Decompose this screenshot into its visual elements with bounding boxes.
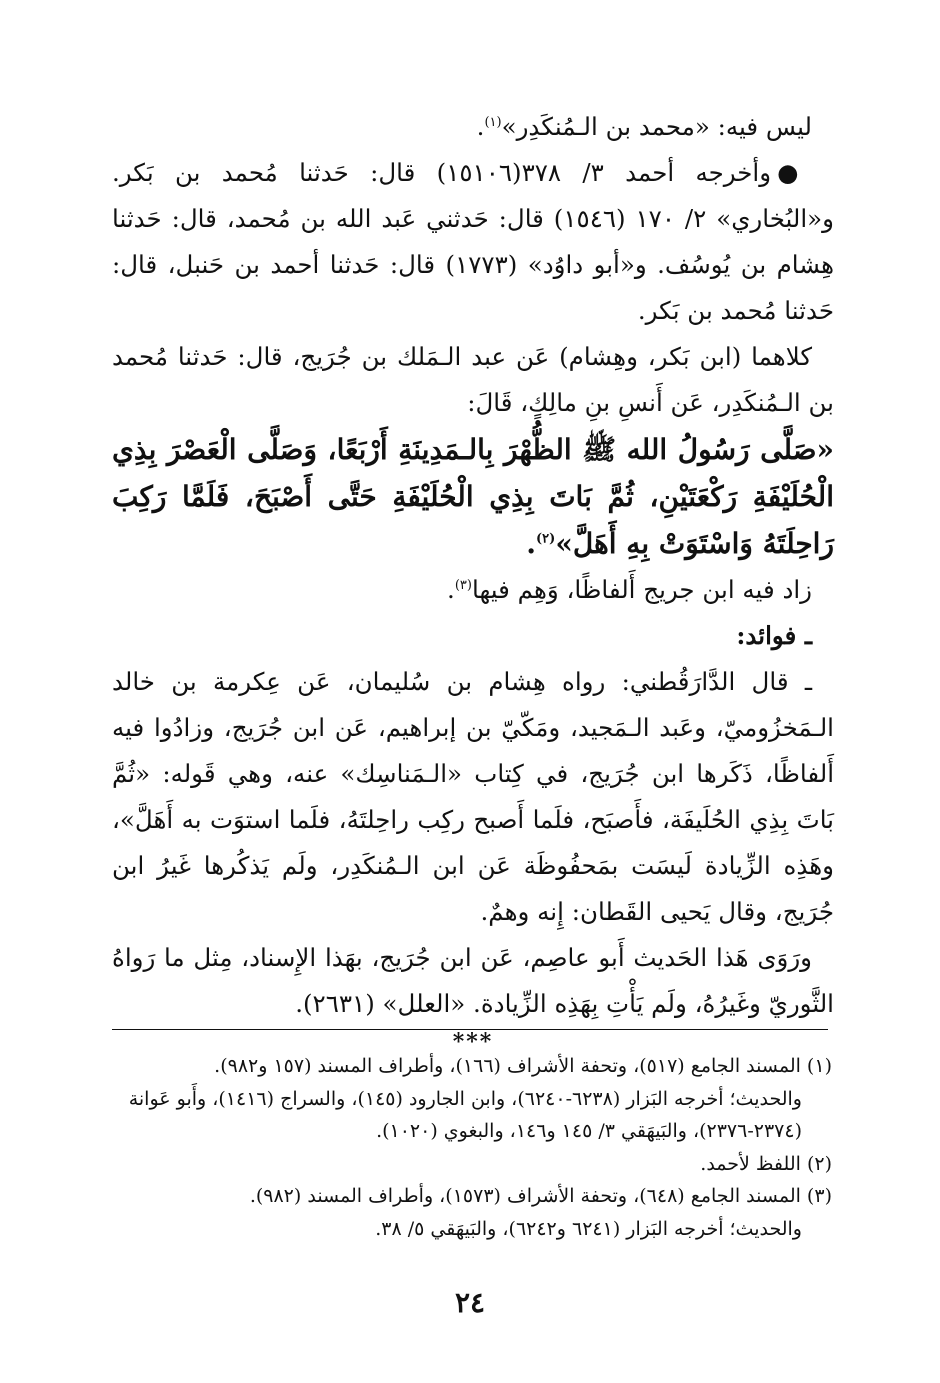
footnote-ref-3: (٣)	[454, 577, 472, 593]
main-text	[112, 104, 834, 1055]
footnote-ref-1: (١)	[484, 114, 502, 130]
paragraph-2	[112, 150, 834, 334]
paragraph-1-end: .	[476, 112, 485, 141]
hadith-text	[112, 426, 834, 567]
bullet-icon: ●	[777, 158, 813, 187]
paragraph-6: ورَوَى هَذا الحَديث أَبو عاصِم، عَن ابن جُرَيج، بهَذا الإِسناد، مِثل ما رَواهُ الثَّوريّ وغَيرُهُ، ولَم يَأْتِ بِهَذِه الزِّيادة. «العلل» (٢٦٣١).	[112, 943, 834, 1018]
footnote-3-continuation: والحديث؛ أخرجه البَزار (٦٢٤١ و٦٢٤٢)، والبَيهَقي ٥/ ٣٨.	[375, 1217, 802, 1240]
paragraph-4-end: .	[447, 575, 455, 604]
hadith-end: .	[526, 527, 537, 560]
footnote-separator	[112, 1029, 828, 1030]
section-divider-stars: ***	[452, 1029, 494, 1055]
footnote-1-continuation: والحديث؛ أخرجه البَزار (٦٢٣٨-٦٢٤٠)، وابن الجارود (١٤٥)، والسراج (١٤١٦)، وأَبو عَوانة (٢٣٧٤-٢٣٧٦)، والبَيهَقي ٣/ ١٤٥ و١٤٦، والبغوي (١٠٢٠).	[128, 1087, 802, 1142]
paragraph-5: ـ قال الدَّارَقُطني: رواه هِشام بن سُليمان، عَن عِكرمة بن خالد الـمَخزُوميّ، وعَبد الـمَجيد، ومَكّيّ بن إبراهيم، عَن ابن جُرَيج، وزادُوا فيه أَلفاظًا، ذَكَرها ابن جُرَيج، في كِتاب «الـمَناسِك» عنه، وهي قَوله: «ثُمَّ بَاتَ بِذِي الحُلَيفَة، فأَصبَح، فلَما أَصبح ركِب راحِلتَهُ، فلَما استوَت به أَهَلَّ»، وهَذِه الزِّيادة لَيسَت بمَحفُوظَة عَن ابن الـمُنكَدِر، ولَم يَذكُرها غَيرُ ابن جُرَيج، وقال يَحيى القَطان: إِنه وهمٌ.	[112, 667, 834, 926]
paragraph-1-text: ليس فيه: «محمد بن الـمُنكَدِر»	[501, 112, 812, 141]
footnote-1: (١) المسند الجامع (٥١٧)، وتحفة الأشراف (١٦٦)، وأطراف المسند (١٥٧ و٩٨٢).	[214, 1055, 832, 1077]
paragraph-3: كلاهما (ابن بَكر، وهِشام) عَن عبد الـمَلك بن جُرَيج، قال: حَدثنا مُحمد بن الـمُنكَدِر، عَن أَنسِ بنِ مالِكٍ، قَالَ:	[112, 342, 834, 417]
page-number: ٢٤	[454, 1286, 486, 1319]
paragraph-4	[112, 567, 834, 613]
footnote-ref-2: (٢)	[536, 531, 556, 547]
footnote-2: (٢) اللفظ لأحمد.	[700, 1152, 832, 1175]
footnotes	[112, 1050, 832, 1245]
footnote-3: (٣) المسند الجامع (٦٤٨)، وتحفة الأشراف (١٥٧٣)، وأطراف المسند (٩٨٢).	[249, 1185, 832, 1207]
paragraph-2-text: وأخرجه أحمد ٣/ ٣٧٨(١٥١٠٦) قال: حَدثنا مُحمد بن بَكر. و«البُخاري» ٢/ ١٧٠ (١٥٤٦) قال: حَدثني عَبد الله بن مُحمد، قال: حَدثنا هِشام بن يُوسُف. و«أبو داوُد» (١٧٧٣) قال: حَدثنا أحمد بن حَنبل، قال: حَدثنا مُحمد بن بَكر.	[112, 158, 835, 325]
paragraph-1	[112, 104, 834, 150]
paragraph-4-text: زاد فيه ابن جريج أَلفاظًا، وَهِم فيها	[471, 575, 812, 604]
section-heading: ـ فوائد:	[736, 621, 812, 650]
hadith-body: «صَلَّى رَسُولُ الله ﷺ الظُّهْرَ بِالـمَدِينَةِ أَرْبَعًا، وَصَلَّى الْعَصْرَ بِذِي الْحُلَيْفَةِ رَكْعَتَيْنِ، ثُمَّ بَاتَ بِذِي الْحُلَيْفَةِ حَتَّى أَصْبَحَ، فَلَمَّا رَكِبَ رَاحِلَتَهُ وَاسْتَوَتْ بِهِ أَهَلَّ»	[112, 433, 834, 560]
